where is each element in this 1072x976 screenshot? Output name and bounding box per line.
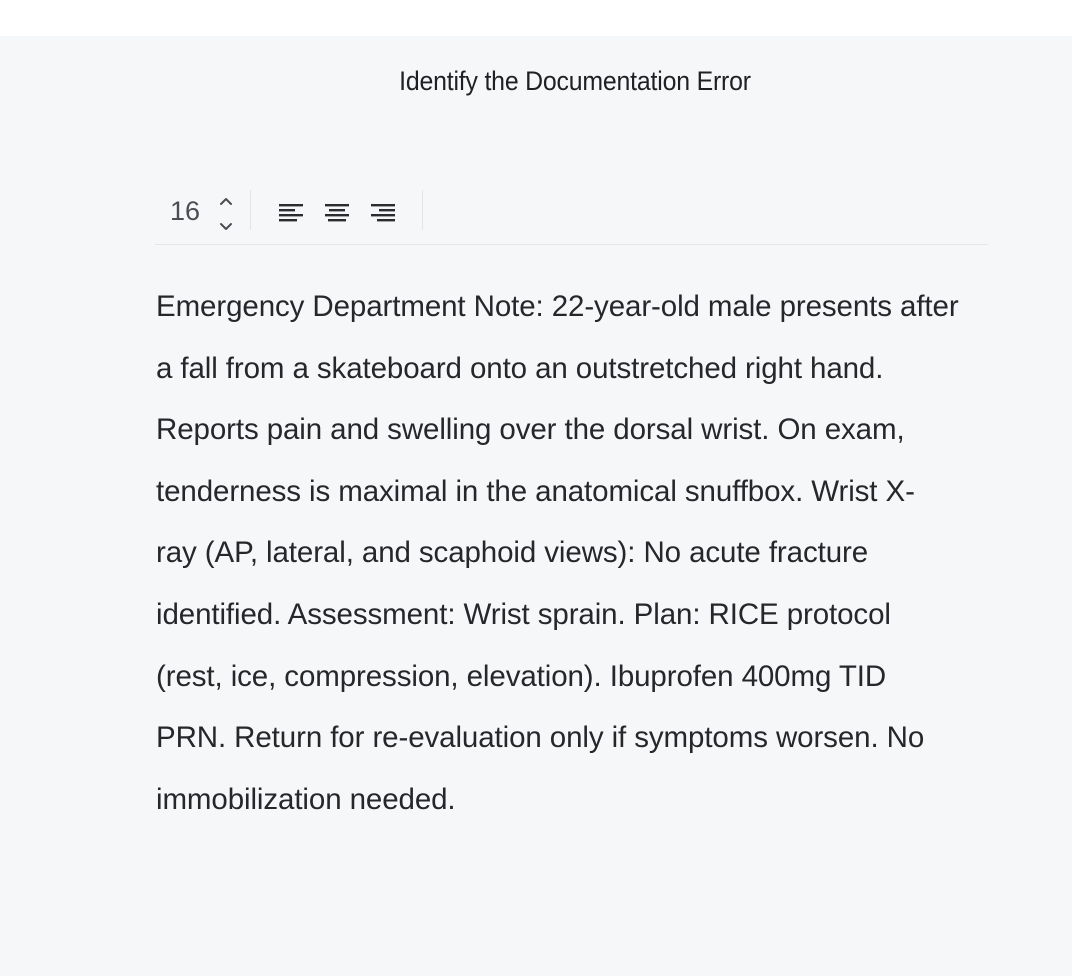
- document-line: a fall from a skateboard onto an outstretched right hand.: [156, 351, 884, 385]
- align-left-icon: [278, 202, 304, 224]
- document-line: identified. Assessment: Wrist sprain. Plan: RICE protocol: [156, 597, 891, 631]
- font-size-value[interactable]: 16: [170, 196, 201, 226]
- document-line: Emergency Department Note: 22-year-old male presents after: [156, 290, 959, 323]
- toolbar-divider: [250, 190, 251, 230]
- document-line: PRN. Return for re-evaluation only if symptoms worsen. No: [156, 721, 925, 755]
- align-left-button[interactable]: [278, 202, 304, 224]
- document-line: (rest, ice, compression, elevation). Ibuprofen 400mg TID: [156, 659, 887, 693]
- font-size-stepper[interactable]: [215, 192, 237, 234]
- document-line: ray (AP, lateral, and scaphoid views): No acute fracture: [156, 536, 869, 570]
- chevron-up-icon[interactable]: [218, 194, 234, 208]
- document-body[interactable]: [156, 276, 1016, 830]
- page-title: Identify the Documentation Error: [399, 66, 751, 96]
- align-center-icon: [324, 202, 350, 224]
- align-right-icon: [370, 202, 396, 224]
- align-center-button[interactable]: [324, 202, 350, 224]
- align-right-button[interactable]: [370, 202, 396, 224]
- toolbar-divider: [422, 190, 423, 230]
- document-line: Reports pain and swelling over the dorsal wrist. On exam,: [156, 413, 905, 447]
- document-line: tenderness is maximal in the anatomical snuffbox. Wrist X-: [156, 474, 915, 508]
- document-line: immobilization needed.: [156, 782, 456, 816]
- editor-toolbar: [155, 188, 988, 245]
- chevron-down-icon[interactable]: [218, 220, 234, 234]
